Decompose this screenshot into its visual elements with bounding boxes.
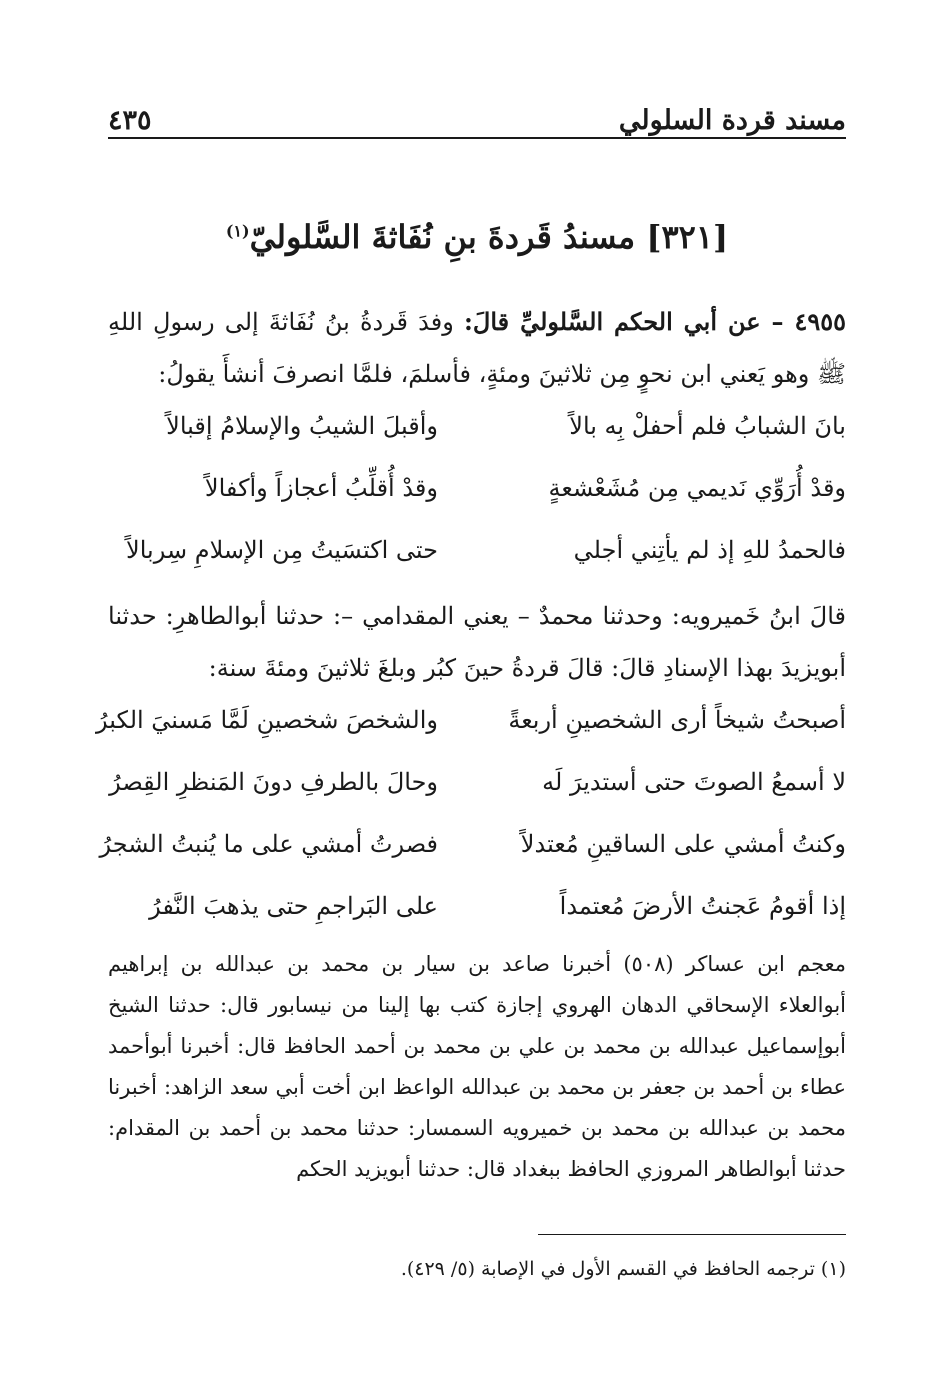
verse-hemistich-second: فصرتُ أمشي على ما يُنبتُ الشجرُ xyxy=(99,830,438,858)
source-isnad-paragraph xyxy=(108,944,846,1190)
isnad-paragraph xyxy=(108,590,846,694)
footnote-text: (١) ترجمه الحافظ في القسم الأول في الإصابة (٥/ ٤٢٩). xyxy=(400,1258,846,1280)
running-header xyxy=(108,88,846,134)
verse-hemistich-first: لا أسمعُ الصوتَ حتى أستديرَ لَه xyxy=(542,768,846,796)
verse-hemistich-first: إذا أقومُ عَجنتُ الأرضَ مُعتمداً xyxy=(559,892,846,920)
verse-line xyxy=(108,524,846,576)
verse-line xyxy=(95,694,846,746)
hadith-paragraph xyxy=(108,296,846,400)
verse-line xyxy=(108,756,846,808)
verse-hemistich-first: بانَ الشبابُ فلم أحفلْ بِه بالاً xyxy=(569,412,846,440)
footnote-marker: (١) xyxy=(225,221,250,241)
verse-line xyxy=(108,462,846,514)
source-isnad-text: معجم ابن عساكر (٥٠٨) أخبرنا صاعد بن سيار بن محمد بن عبدالله بن إبراهيم أبوالعلاء الإسحاقي الدهان الهروي إجازة كتب بها إلينا من نيسابور قال: حدثنا الشيخ أبوإسماعيل عبدالله بن محمد بن علي بن محمد بن أحمد الحافظ قال: أخبرنا أبوأحمد عطاء بن أحمد بن جعفر بن محمد بن عبدالله الواعظ ابن أخت أبي سعد الزاهد: أخبرنا محمد بن عبدالله بن محمد بن خميرويه السمسار: حدثنا محمد بن أحمد بن المقدام: حدثنا أبوالطاهر المروزي الحافظ ببغداد قال: حدثنا أبويزيد الحكم xyxy=(108,952,847,1181)
verse-hemistich-second: وقدْ أُقلِّبُ أعجازاً وأكفالاً xyxy=(204,474,438,502)
verse-hemistich-second: وحالَ بالطرفِ دونَ المَنظرِ القِصرُ xyxy=(109,768,438,796)
header-rule xyxy=(108,137,846,139)
verse-line xyxy=(108,880,846,932)
footnote xyxy=(108,1252,846,1286)
hadith-number-lead: ٤٩٥٥ – عن أبي الحكم السَّلوليِّ قالَ: xyxy=(464,307,846,336)
verse-hemistich-second: والشخصَ شخصينِ لَمَّا مَسنيَ الكبرُ xyxy=(95,706,438,734)
verse-hemistich-second: حتى اكتسَيتُ مِن الإسلامِ سِربالاً xyxy=(126,536,438,564)
isnad-text: قالَ ابنُ خَميرويه: وحدثنا محمدٌ – يعني المقدامي –: حدثنا أبوالطاهرِ: حدثنا أبويزيدَ بهذا الإسنادِ قالَ: قالَ قردةُ حينَ كبُر وبلغَ ثلاثينَ ومئةَ سنة: xyxy=(108,602,846,682)
page-number: ٤٣٥ xyxy=(108,105,152,136)
verse-line xyxy=(108,400,846,452)
footnote-rule xyxy=(538,1234,846,1235)
verse-hemistich-second: على البَراجمِ حتى يذهبَ النَّفرُ xyxy=(149,892,438,920)
verse-hemistich-first: أصبحتُ شيخاً أرى الشخصينِ أربعةً xyxy=(508,706,846,734)
verse-hemistich-second: وأقبلَ الشيبُ والإسلامُ إقبالاً xyxy=(166,412,438,440)
verse-hemistich-first: وقدْ أُرَوِّي نَديمي مِن مُشَعْشعةٍ xyxy=(548,474,846,502)
hadith-text: وفدَ قَردةُ بنُ نُفَاثةَ إلى رسولِ اللهِ ﷺ وهو يَعني ابن نحوٍ مِن ثلاثينَ ومئةٍ، فأسلمَ، فلمَّا انصرفَ أنشأَ يقولُ: xyxy=(108,308,846,388)
verse-hemistich-first: وكنتُ أمشي على الساقينِ مُعتدلاً xyxy=(520,830,846,858)
running-title: مسند قردة السلولي xyxy=(618,105,846,136)
verse-hemistich-first: فالحمدُ للهِ إذ لم يأتِني أجلي xyxy=(573,536,846,564)
section-title-text: [٣٢١] مسندُ قَردةَ بنِ نُفَاثةَ السَّلوليّ xyxy=(249,218,729,256)
section-title xyxy=(108,218,846,256)
verse-line xyxy=(99,818,846,870)
